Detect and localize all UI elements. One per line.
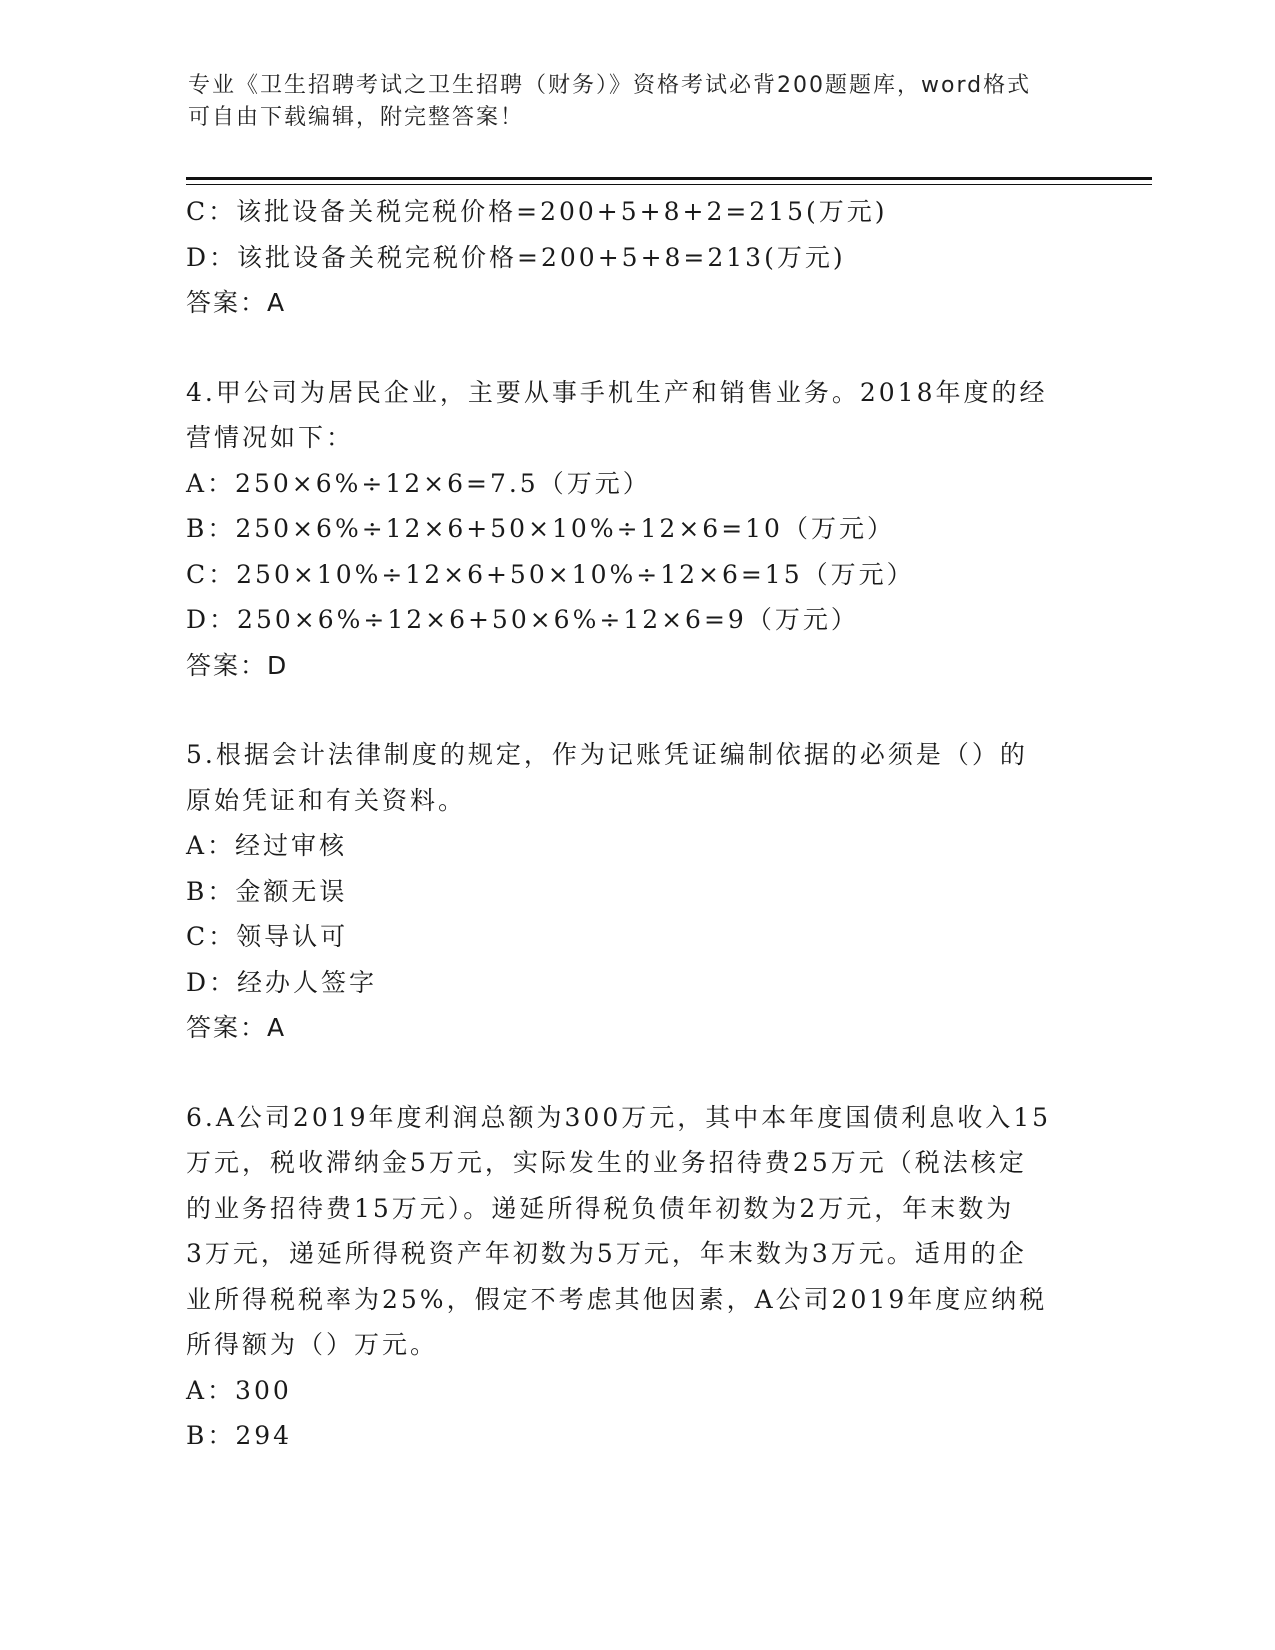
option-c: C：该批设备关税完税价格=200+5+8+2=215(万元) [186,197,888,226]
question-6 [186,1095,1086,1459]
option-b: B：250×6%÷12×6+50×10%÷12×6=10（万元） [186,514,895,543]
option-c: C：250×10%÷12×6+50×10%÷12×6=15（万元） [186,559,915,589]
question-stem-line: 4.甲公司为居民企业，主要从事手机生产和销售业务。2018年度的经 [186,377,1048,407]
document-header [188,70,1068,134]
header-line-2: 可自由下载编辑，附完整答案！ [188,105,525,130]
question-stem-line: 3万元，递延所得税资产年初数为5万元，年末数为3万元。适用的企 [186,1239,1027,1268]
option-d: D：250×6%÷12×6+50×6%÷12×6=9（万元） [186,605,859,634]
header-rule-thin [186,184,1152,185]
answer-line: 答案：D [186,650,289,680]
header-rule-thick [186,177,1152,180]
question-stem-line: 万元，税收滞纳金5万元，实际发生的业务招待费25万元（税法核定 [186,1148,1027,1177]
question-stem-line: 营情况如下： [186,423,355,452]
option-a: A：300 [186,1375,292,1405]
question-stem-line: 6.A公司2019年度利润总额为300万元，其中本年度国债利息收入15 [186,1102,1052,1132]
question-4 [186,370,1086,689]
option-b: B：金额无误 [186,876,348,906]
answer-line: 答案：A [186,1013,287,1042]
question-stem-line: 业所得税税率为25%，假定不考虑其他因素，A公司2019年度应纳税 [186,1284,1048,1314]
option-d: D：经办人签字 [186,967,378,997]
option-a: A：250×6%÷12×6=7.5（万元） [186,468,651,498]
question-5 [186,732,1086,1051]
question-stem-line: 原始凭证和有关资料。 [186,785,467,815]
question-stem-line: 5.根据会计法律制度的规定，作为记账凭证编制依据的必须是（）的 [186,740,1028,769]
header-line-1: 专业《卫生招聘考试之卫生招聘（财务）》资格考试必背200题题库，word格式 [188,73,1032,98]
document-body [186,189,1086,1459]
question-stem-line: 的业务招待费15万元）。递延所得税负债年初数为2万元，年末数为 [186,1193,1015,1223]
question-3-continued [186,189,1086,326]
option-a: A：经过审核 [186,831,348,860]
option-d: D：该批设备关税完税价格=200+5+8=213(万元) [186,242,846,272]
answer-line: 答案：A [186,288,287,317]
option-c: C：领导认可 [186,922,349,951]
question-stem-line: 所得额为（）万元。 [186,1330,439,1359]
option-b: B：294 [186,1421,293,1450]
